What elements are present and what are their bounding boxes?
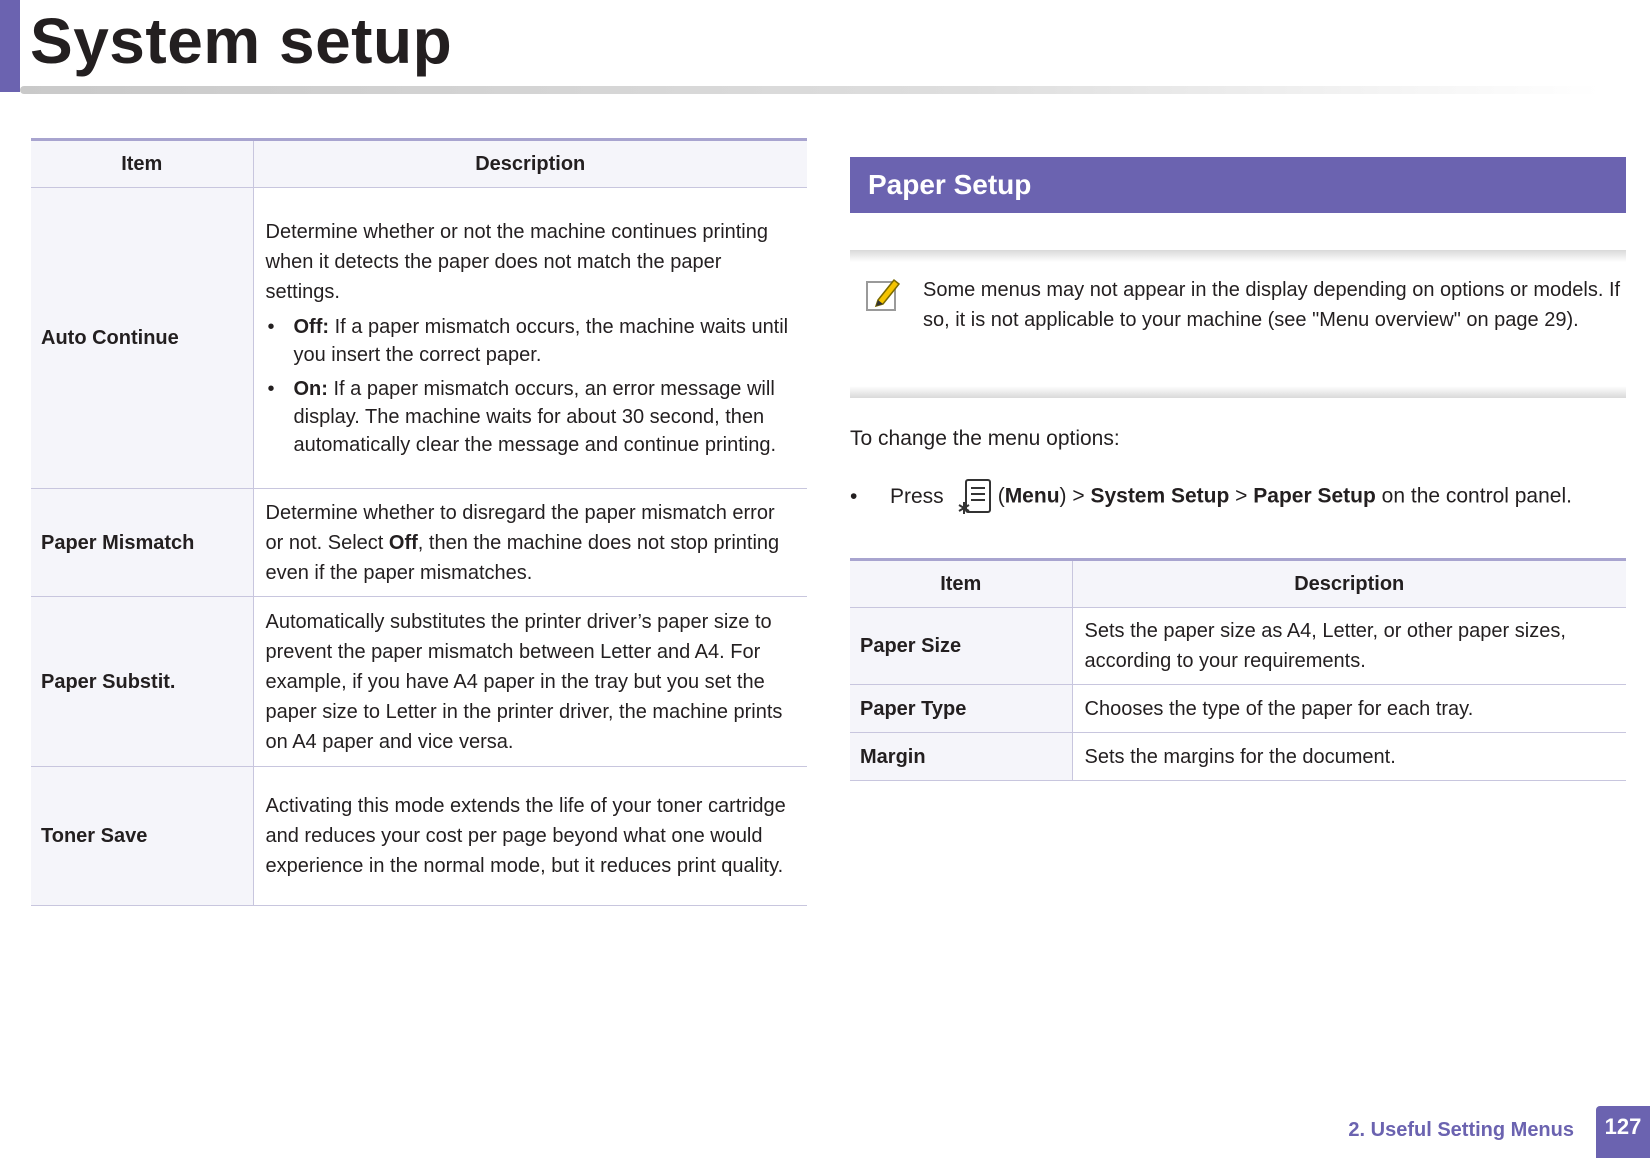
note-text: Some menus may not appear in the display depending on options or models. If so, it is not applicable to your machine (see "Menu overview" on page 29). [923, 279, 1621, 331]
note-top-border [850, 250, 1626, 262]
table-row [850, 685, 1626, 733]
table-row [31, 489, 807, 597]
step-bullet: • [850, 484, 858, 508]
description-text: Determine whether to disregard the paper mismatch error or not. Select [265, 501, 775, 554]
row-item-label: Paper Mismatch [31, 489, 253, 597]
column-header-item: Item [850, 560, 1072, 608]
bullet-term: On: [293, 378, 328, 400]
row-item-label: Auto Continue [31, 188, 253, 489]
row-item-label: Toner Save [31, 767, 253, 906]
step-text: ) > [1059, 484, 1091, 508]
description-text: , then the machine does not stop printing even if the paper mismatches. [265, 531, 780, 584]
table-row [850, 733, 1626, 781]
row-item-label: Paper Type [850, 685, 1072, 733]
table-row [31, 767, 807, 906]
column-header-item: Item [31, 140, 253, 188]
bullet-text: If a paper mismatch occurs, the machine waits until you insert the correct paper. [293, 316, 789, 366]
row-description: Sets the paper size as A4, Letter, or other paper sizes, according to your requirements. [1072, 608, 1626, 685]
bullet-icon: • [267, 316, 275, 338]
step-system-setup-label: System Setup [1090, 484, 1230, 508]
row-description: Sets the margins for the document. [1072, 733, 1626, 781]
note-bottom-border [850, 386, 1626, 398]
column-header-description: Description [253, 140, 807, 188]
bullet-term: Off: [293, 316, 330, 338]
instruction-step [850, 478, 1572, 516]
description-text: Determine whether or not the machine continues printing when it detects the paper does not match the paper settings. [265, 221, 768, 303]
row-description [253, 489, 807, 597]
paper-setup-table [850, 558, 1626, 781]
column-header-description: Description [1072, 560, 1626, 608]
row-description: Chooses the type of the paper for each tray. [1072, 685, 1626, 733]
step-menu-label: Menu [1004, 484, 1060, 508]
menu-icon [958, 478, 992, 516]
bullet-item-on [266, 375, 796, 459]
row-item-label: Margin [850, 733, 1072, 781]
bullet-icon: • [267, 378, 275, 400]
instruction-intro: To change the menu options: [850, 427, 1120, 450]
table-header-row [31, 140, 807, 188]
step-text: > [1229, 484, 1254, 508]
title-accent-bar [0, 0, 20, 92]
step-paper-setup-label: Paper Setup [1253, 484, 1376, 508]
step-text: ( [997, 484, 1005, 508]
row-description [253, 188, 807, 489]
section-header: Paper Setup [850, 157, 1626, 213]
page-number: 127 [1596, 1106, 1650, 1158]
row-description: Activating this mode extends the life of your toner cartridge and reduces your cost per page beyond what one would experience in the normal mode, but it reduces print quality. [253, 767, 807, 906]
row-item-label: Paper Substit. [31, 597, 253, 767]
table-row [31, 188, 807, 489]
page-title: System setup [30, 5, 453, 77]
table-header-row [850, 560, 1626, 608]
description-bold-option: Off [388, 531, 418, 554]
table-row [31, 597, 807, 767]
table-row [850, 608, 1626, 685]
title-divider [20, 86, 1600, 94]
row-description: Automatically substitutes the printer driver’s paper size to prevent the paper mismatch between Letter and A4. For example, if you have A4 paper in the tray but you set the paper size to Letter in the printer driver, the machine prints on A4 paper and vice versa. [253, 597, 807, 767]
auto-continue-settings-table [31, 138, 807, 906]
row-item-label: Paper Size [850, 608, 1072, 685]
bullet-item-off [266, 313, 796, 369]
pencil-note-icon [864, 274, 904, 314]
footer-section-label: 2. Useful Setting Menus [1348, 1119, 1574, 1141]
step-text: on the control panel. [1375, 484, 1572, 508]
step-press-label: Press [890, 484, 944, 508]
bullet-text: If a paper mismatch occurs, an error message will display. The machine waits for about 30 second, then automatically clear the message and continue printing. [293, 378, 776, 456]
